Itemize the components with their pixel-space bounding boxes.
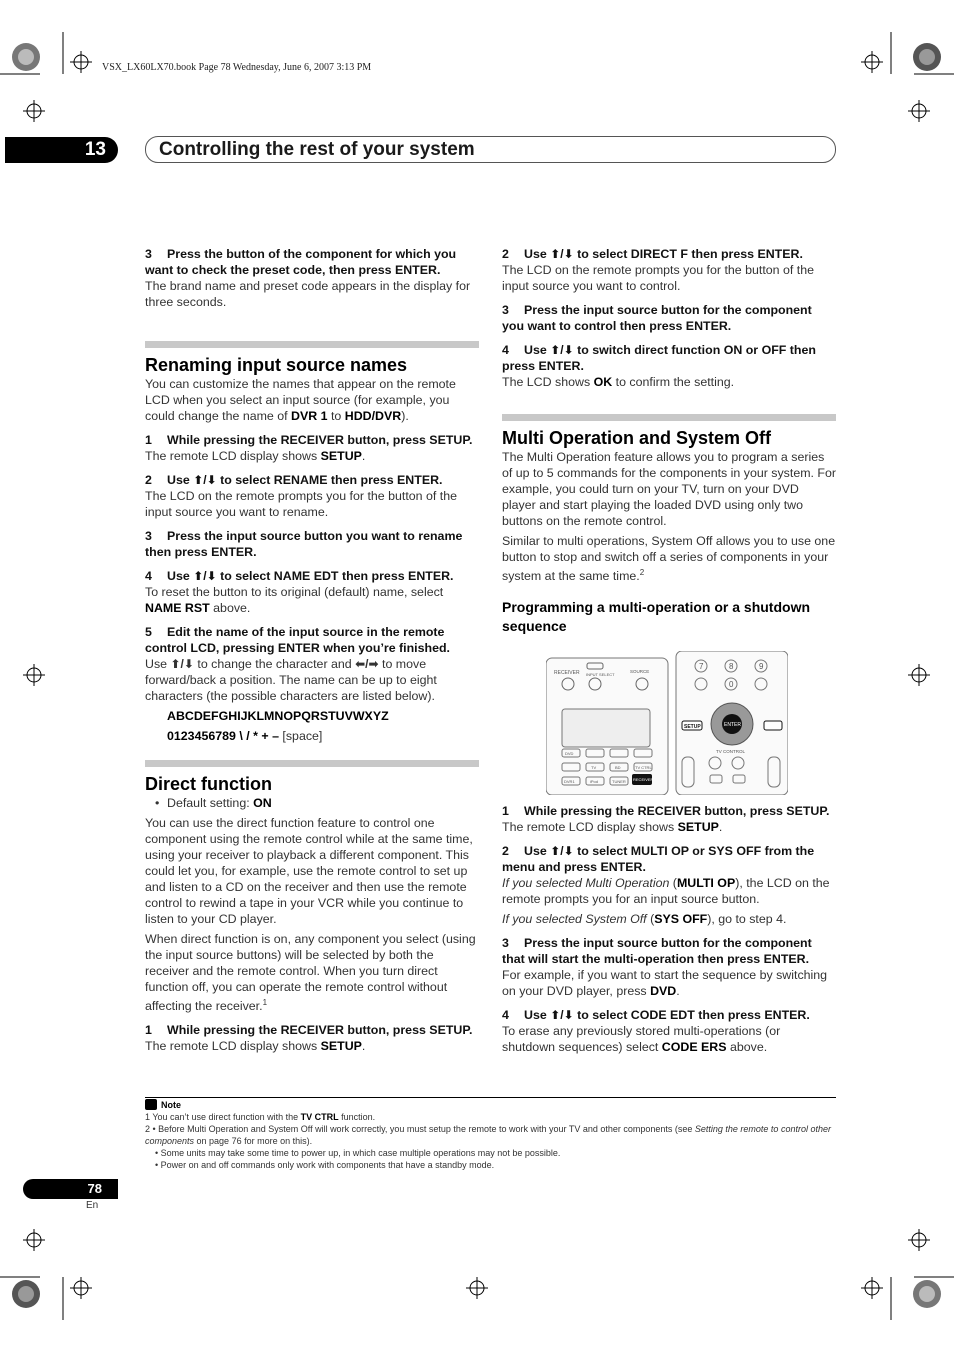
rename-step-5-body: Use ⬆/⬇ to change the character and ⬅/➡ to move forward/back a position. The name can be up to eight characters (the possible characters are listed below). [145,657,437,703]
section-bar [502,414,836,421]
remote-btn-dvd: DVD [565,751,574,756]
direct-step-1: 1 While pressing the RECEIVER button, press SETUP. [145,1023,473,1038]
multi-step-1: 1 While pressing the RECEIVER button, press SETUP. [502,804,830,818]
multi-paragraph-1: The Multi Operation feature allows you to program a series of up to 5 commands for the components in your system. For example, you could turn on your TV, turn on your DVD player and start playing the loaded DVD using only two buttons on the remote control. [502,450,837,528]
step-body: The brand name and preset code appears in the display for three seconds. [145,279,471,309]
remote-btn-tv-ctrl: TV CTRL [635,765,652,770]
step-check-preset: 3 Press the button of the component for which you want to check the preset code, then press ENTER. [145,247,457,277]
direct-step-2: 2 Use ⬆/⬇ to select DIRECT F then press ENTER. [502,247,803,261]
multi-step-4: 4 Use ⬆/⬇ to select CODE EDT then press ENTER. [502,1008,810,1022]
footnotes [145,1099,836,1171]
multi-paragraph-2: Similar to multi operations, System Off allows you to use one button to stop and switch off a series of components in your system at the same time.$^2$ [502,534,836,584]
direct-step-3: 3 Press the input source button for the component you want to control then press ENTER. [502,303,812,333]
footnote-2-bullet-1: • Some units may take some time to power up, in which case multiple operations may not be possible. [155,1148,561,1158]
footnote-1: 1 You can’t use direct function with the TV CTRL function. [145,1112,376,1122]
remote-label-source: SOURCE [630,669,650,674]
remote-setup: SETUP [684,724,701,730]
direct-paragraph-2: When direct function is on, any component you select (using the input source buttons) will be selected by both the receiver and the remote control. When you turn direct function off, you can operate the remote control without affecting the receiver.$^1$ [145,932,476,1014]
rename-step-4: 4 Use ⬆/⬇ to select NAME EDT then press ENTER. [145,569,454,583]
remote-btn-tv: TV [591,765,597,770]
note-divider [145,1097,836,1098]
chapter-title: Controlling the rest of your system [145,136,836,163]
subheading-programming: Programming a multi-operation or a shutdown sequence [502,599,811,635]
multi-step-3: 3 Press the input source button for the component that will start the multi-operation then press ENTER. [502,936,812,966]
direct-step-2-body: The LCD on the remote prompts you for the button of the input source you want to control. [502,263,815,293]
multi-step-2-body-2: If you selected System Off (SYS OFF), go to step 4. [502,912,787,926]
remote-key-7: 7 [699,662,704,671]
section-heading-direct: Direct function [145,774,273,794]
section-heading-multi: Multi Operation and System Off [502,428,772,448]
remote-btn-dvr1: DVR1 [564,779,575,784]
left-column [145,246,479,1054]
direct-paragraph-1: You can use the direct function feature to control one component using the remote control while at the same time, using your receiver to playback a different component. This could let you, for example, use the remote control to set up and listen to a CD on the receiver and then use the remote control to rewind a tape in your VCR while you continue to listen to your CD player. [145,816,473,926]
rename-step-5: 5 Edit the name of the input source in the remote control LCD, pressing ENTER when you’re finished. [145,625,450,655]
remote-label-receiver: RECEIVER [554,670,580,676]
rename-step-1: 1 While pressing the RECEIVER button, press SETUP. [145,433,473,447]
section-bar [145,341,479,348]
remote-btn-ipod: iPod [590,779,599,784]
section-heading-rename: Renaming input source names [145,355,408,375]
remote-key-9: 9 [759,662,764,671]
remote-enter: ENTER [724,722,741,728]
right-column [502,246,836,636]
note-label: Note [161,1100,181,1110]
rename-step-2: 2 Use ⬆/⬇ to select RENAME then press ENTER. [145,473,443,487]
multi-step-4-body: To erase any previously stored multi-operations (or shutdown sequences) select CODE ERS above. [502,1024,781,1054]
section-bar [145,760,479,767]
remote-tv-control: TV CONTROL [716,749,746,754]
remote-control-illustration [546,651,788,795]
character-list-letters: ABCDEFGHIJKLMNOPQRSTUVWXYZ [167,709,389,723]
remote-label-input-select: INPUT SELECT [586,672,615,677]
rename-step-4-body: To reset the button to its original (default) name, select NAME RST above. [145,585,444,615]
note-icon [145,1099,157,1110]
direct-step-1-body: The remote LCD display shows SETUP. [145,1039,366,1054]
multi-step-2-body-1: If you selected Multi Operation (MULTI OP), the LCD on the remote prompts you for an input source button. [502,876,830,906]
remote-key-0: 0 [729,680,734,689]
remote-btn-receiver: RECEIVER [633,777,654,782]
chapter-number-tab: 13 [5,137,118,163]
file-meta: VSX_LX60LX70.book Page 78 Wednesday, June 6, 2007 3:13 PM [102,62,372,73]
multi-step-3-body: For example, if you want to start the sequence by switching on your DVD player, press DVD. [502,968,828,998]
multi-step-2: 2 Use ⬆/⬇ to select MULTI OP or SYS OFF from the menu and press ENTER. [502,844,815,874]
right-column-lower [502,803,836,1055]
footnote-2: 2 • Before Multi Operation and System Off will work correctly, you must setup the remote to work with your TV and other components (see Setting the remote to control other components on page 76 for more on this). [145,1124,831,1146]
rename-intro: You can customize the names that appear on the remote LCD when you select an input source (for example, you could change the name of DVR 1 to HDD/DVR). [145,377,456,423]
remote-btn-bd: BD [615,765,621,770]
direct-step-4-body: The LCD shows OK to confirm the setting. [502,375,735,389]
direct-step-4: 4 Use ⬆/⬇ to switch direct function ON or OFF then press ENTER. [502,343,816,373]
multi-step-1-body: The remote LCD display shows SETUP. [502,820,723,834]
rename-step-3: 3 Press the input source button you want to rename then press ENTER. [145,529,463,559]
footnote-2-bullet-2: • Power on and off commands only work with components that have a standby mode. [155,1160,495,1170]
default-setting: • Default setting: ON [145,795,479,811]
rename-step-2-body: The LCD on the remote prompts you for the button of the input source you want to rename. [145,489,458,519]
remote-btn-tuner: TUNER [612,779,626,784]
page-number: 78 [23,1179,118,1199]
character-list-symbols: 0123456789 \ / * + – [space] [167,729,323,743]
rename-step-1-body: The remote LCD display shows SETUP. [145,449,366,463]
language-code: En [86,1200,99,1211]
remote-key-8: 8 [729,662,734,671]
